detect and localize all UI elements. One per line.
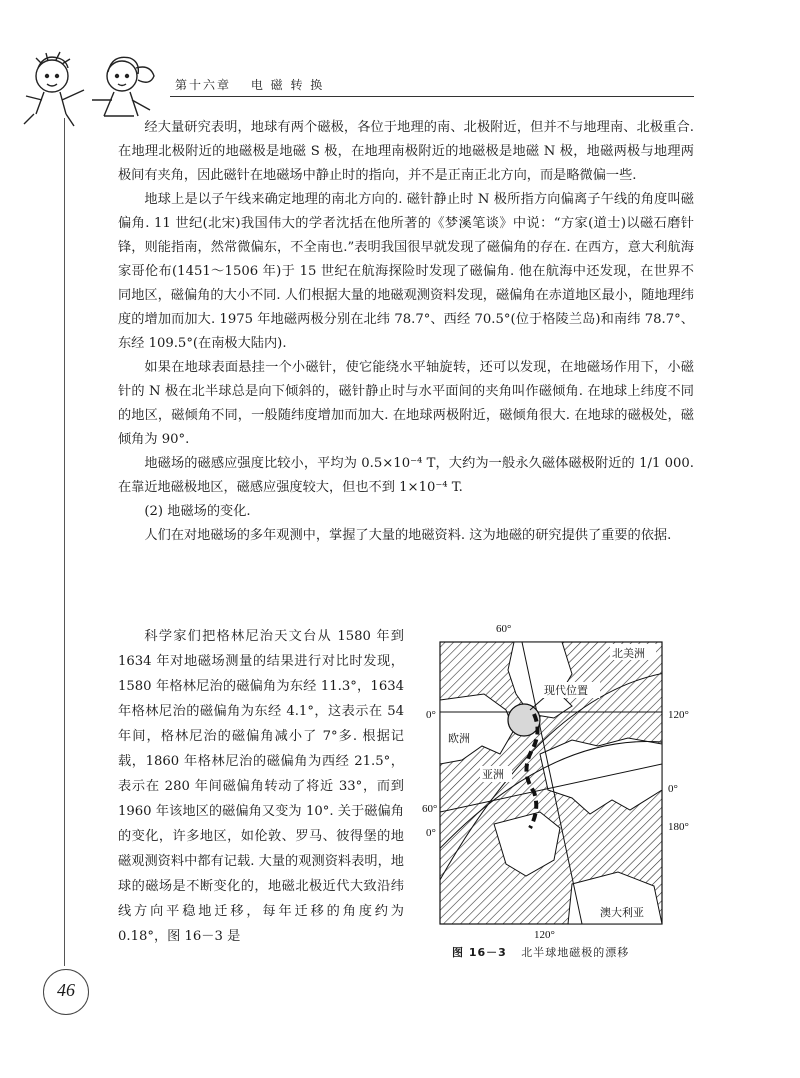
label-current-position: 现代位置 — [544, 684, 588, 697]
degree-label: 120° — [534, 929, 555, 940]
figure-caption — [452, 944, 692, 960]
caption-text: 北半球地磁极的漂移 — [521, 946, 630, 959]
chapter-number: 第十六章 — [175, 78, 232, 92]
paragraph: 人们在对地磁场的多年观测中，掌握了大量的地磁资料. 这为地磁的研究提供了重要的依据. — [144, 528, 672, 543]
label-europe: 欧洲 — [448, 732, 470, 745]
figure-magnetic-pole-drift-map — [422, 614, 698, 940]
degree-label: 0° — [668, 783, 678, 795]
margin-rule — [64, 118, 65, 966]
paragraph: 地球上是以子午线来确定地理的南北方向的. 磁针静止时 N 极所指方向偏离子午线的角度叫磁偏角. 11 世纪(北宋)我国伟大的学者沈括在他所著的《梦溪笔谈》中说：“方家(道士)以磁石磨针锋，则能指南，然常微偏东，不全南也.”表明我国很早就发现了磁偏角的存在. 在西方，意大利航海家哥伦布(1451～1506 年)于 15 世纪在航海探险时发现了磁偏角. 他在航海中还发现，在世界不同地区，磁偏角的大小不同. 人们根据大量的地磁观测资料发现，磁偏角在赤道地区最小，随地理纬度的增加而加大. 1975 年地磁两极分别在北纬 78.7°、西经 70.5°(位于格陵兰岛)和南纬 78.7°、东经 109.5°(在南极大陆内). — [118, 192, 694, 351]
page-number: 46 — [57, 980, 75, 1000]
degree-label: 0° — [426, 709, 436, 721]
degree-label: 60° — [422, 803, 438, 815]
degree-label: 0° — [426, 827, 436, 839]
page-number-badge — [43, 969, 89, 1015]
degree-label: 180° — [668, 821, 689, 833]
degree-label: 60° — [496, 623, 512, 635]
paragraph: 科学家们把格林尼治天文台从 1580 年到 1634 年对地磁场测量的结果进行对比时发现，1580 年格林尼治的磁偏角为东经 11.3°，1634 年格林尼治的磁偏角为东经 4.1°，这表示在 54 年间，格林尼治的磁偏角减小了 7°多. 根据记载，1860 年格林尼治的磁偏角为西经 21.5°，表示在 280 年间磁偏角转动了将近 33°，而到 1960 年该地区的磁偏角又变为 10°. 关于磁偏角的变化，许多地区，如伦敦、罗马、彼得堡的地磁观测资料中都有记载. 大量的观测资料表明，地球的磁场是不断变化的，地磁北极近代大致沿纬线方向平稳地迁移，每年迁移的角度约为 0.18°，图 16－3 是 — [118, 629, 404, 944]
wrapped-text-column — [118, 624, 404, 949]
label-north-america: 北美洲 — [612, 647, 645, 660]
body-text — [118, 116, 694, 548]
label-asia: 亚洲 — [482, 768, 504, 781]
degree-label: 120° — [668, 709, 689, 721]
paragraph: 如果在地球表面悬挂一个小磁针，使它能绕水平轴旋转，还可以发现，在地磁场作用下，小磁针的 N 极在北半球总是向下倾斜的，磁针静止时与水平面间的夹角叫作磁倾角. 在地球上纬度不同的地区，磁倾角不同，一般随纬度增加而加大. 在地球两极附近，磁倾角很大. 在地球的磁极处，磁倾角为 90°. — [118, 360, 694, 447]
chapter-title: 电 磁 转 换 — [250, 78, 325, 92]
paragraph: 经大量研究表明，地球有两个磁极，各位于地理的南、北极附近，但并不与地理南、北极重合. 在地理北极附近的地磁极是地磁 S 极，在地理南极附近的地磁极是地磁 N 极，地磁两极与地理两极间有夹角，因此磁针在地磁场中静止时的指向，并不是正南正北方向，而是略微偏一些. — [118, 120, 694, 183]
section-heading: (2) 地磁场的变化. — [144, 504, 251, 519]
header-rule — [170, 96, 694, 97]
running-header — [175, 76, 338, 93]
label-australia: 澳大利亚 — [600, 906, 644, 919]
caption-number: 图 16－3 — [452, 946, 507, 959]
paragraph: 地磁场的磁感应强度比较小，平均为 0.5×10⁻⁴ T，大约为一般永久磁体磁极附近的 1/1 000. 在靠近地磁极地区，磁感应强度较大，但也不到 1×10⁻⁴ T. — [118, 456, 694, 495]
